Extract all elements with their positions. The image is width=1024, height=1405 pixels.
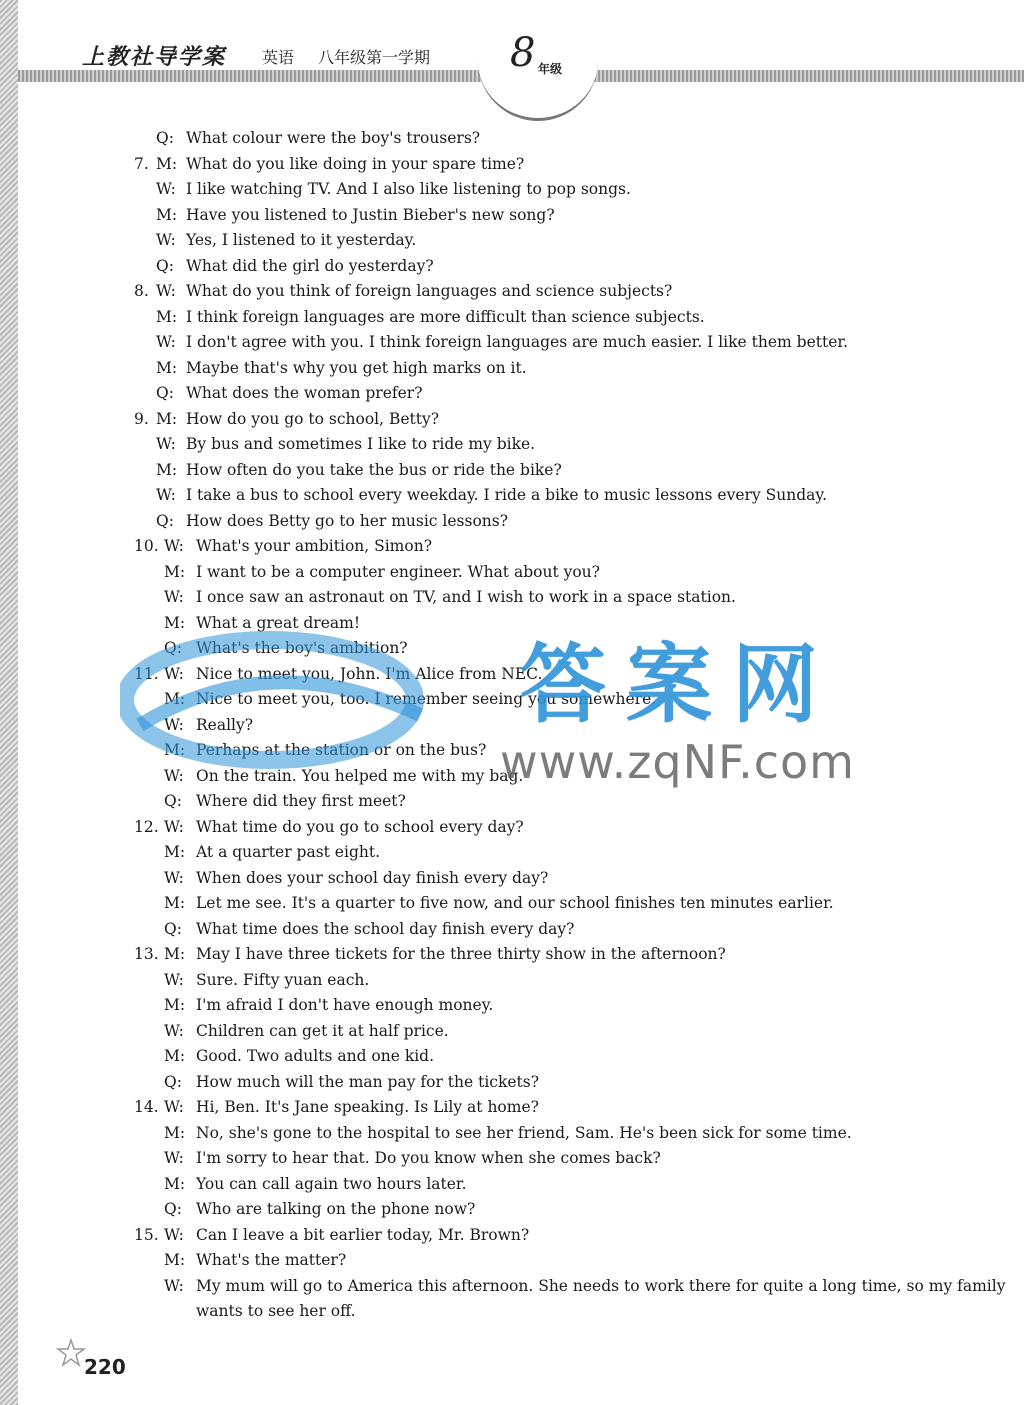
speaker-label: W: [164,817,184,836]
dialogue-text: Where did they first meet? [196,792,406,810]
dialogue-text: How does Betty go to her music lessons? [186,511,509,530]
item-number: 14. [134,1098,159,1116]
dialogue-text: Nice to meet you, too. I remember seeing you somewhere. [196,690,657,708]
dialogue-text: Can I leave a bit earlier today, Mr. Brown? [196,1225,530,1244]
speaker-label: M: [156,358,178,377]
dialogue-text: I'm sorry to hear that. Do you know when she comes back? [196,1149,661,1167]
speaker-label: W: [156,486,176,504]
dialogue-text: What do you think of foreign languages and science subjects? [186,282,673,300]
speaker-label: M: [164,562,186,581]
item-number: 13. [134,945,159,963]
dialogue-text: I don't agree with you. I think foreign languages are much easier. I like them better. [186,333,849,351]
speaker-label: M: [164,843,186,861]
dialogue-text: How much will the man pay for the tickets? [196,1072,540,1091]
speaker-label: M: [164,1123,186,1142]
dialogue-text: What does the woman prefer? [186,384,423,402]
dialogue-text: You can call again two hours later. [196,1174,467,1193]
grade-label: 年级 [538,62,563,76]
dialogue-text: I want to be a computer engineer. What about you? [196,562,600,581]
speaker-label: W: [164,664,184,683]
speaker-label: M: [164,1251,186,1269]
speaker-label: W: [164,537,184,555]
speaker-label: W: [164,970,184,989]
star-icon [56,1338,86,1368]
dialogue-text: Hi, Ben. It's Jane speaking. Is Lily at home? [196,1098,539,1116]
dialogue-text: How do you go to school, Betty? [186,409,440,428]
item-number: 11. [134,664,159,683]
speaker-label: W: [164,1149,184,1167]
speaker-label: W: [164,1098,184,1116]
speaker-label: W: [156,333,176,351]
dialogue-text: What's the matter? [196,1251,347,1269]
page-number: 220 [84,1355,126,1379]
dialogue-text: What time do you go to school every day? [196,817,524,836]
dialogue-text: I take a bus to school every weekday. I ride a bike to music lessons every Sunday. [186,486,828,504]
speaker-label: W: [156,282,176,300]
item-number: 9. [134,409,149,428]
speaker-label: M: [156,307,178,326]
dialogue-text: Good. Two adults and one kid. [196,1047,435,1065]
speaker-label: Q: [156,129,174,147]
speaker-label: M: [164,1174,186,1193]
speaker-label: Q: [164,1072,182,1091]
dialogue-text: When does your school day finish every day? [196,868,549,887]
watermark-chinese: 答案网 [520,635,838,735]
speaker-label: M: [164,690,186,708]
dialogue-text: Sure. Fifty yuan each. [196,970,370,989]
speaker-label: M: [156,154,178,173]
dialogue-text: wants to see her off. [196,1302,356,1320]
speaker-label: Q: [164,639,182,657]
speaker-label: Q: [156,511,174,530]
item-number: 10. [134,537,159,555]
page-header [0,0,1024,120]
speaker-label: M: [164,1047,186,1065]
item-number: 8. [134,282,149,300]
dialogue-text: What a great dream! [196,613,361,632]
dialogue-text: My mum will go to America this afternoon. She needs to work there for quite a long time, so my family [196,1276,1006,1295]
dialogue-text: What do you like doing in your spare time? [186,154,525,173]
dialogue-text: On the train. You helped me with my bag. [196,766,524,785]
dialogue-text: I think foreign languages are more difficult than science subjects. [186,307,705,326]
dialogue-text: Who are talking on the phone now? [196,1200,476,1218]
speaker-label: W: [156,435,176,453]
speaker-label: W: [164,766,184,785]
dialogue-text: Perhaps at the station or on the bus? [196,741,487,759]
speaker-label: M: [164,894,186,912]
item-number: 7. [134,154,149,173]
speaker-label: M: [156,205,178,224]
dialogue-text: By bus and sometimes I like to ride my bike. [186,435,536,453]
dialogue-text: Maybe that's why you get high marks on it. [186,358,527,377]
dialogue-text: What colour were the boy's trousers? [186,129,481,147]
speaker-label: W: [164,1276,184,1295]
dialogue-text: At a quarter past eight. [196,843,381,861]
speaker-label: W: [156,180,176,198]
dialogue-text: I once saw an astronaut on TV, and I wish to work in a space station. [196,588,736,606]
speaker-label: M: [156,460,178,479]
dialogue-text: May I have three tickets for the three thirty show in the afternoon? [196,945,726,963]
speaker-label: Q: [164,919,182,938]
speaker-label: W: [164,715,184,734]
dialogue-text: What did the girl do yesterday? [186,256,434,275]
dialogue-text: What time does the school day finish every day? [196,919,575,938]
dialogue-text: How often do you take the bus or ride the bike? [186,460,562,479]
speaker-label: M: [164,613,186,632]
item-number: 12. [134,817,159,836]
dialogue-text: Let me see. It's a quarter to five now, and our school finishes ten minutes earlier. [196,894,834,912]
dialogue-text: Nice to meet you, John. I'm Alice from NEC. [196,664,543,683]
speaker-label: W: [164,1021,184,1040]
dialogue-text: No, she's gone to the hospital to see her friend, Sam. He's been sick for some time. [196,1123,852,1142]
dialogue-text: Yes, I listened to it yesterday. [186,231,417,249]
speaker-label: M: [164,741,186,759]
grade-number: 8 [510,30,536,76]
subject-label: 英语 [262,48,295,67]
speaker-label: Q: [156,256,174,275]
dialogue-text: I'm afraid I don't have enough money. [196,996,494,1014]
speaker-label: Q: [156,384,174,402]
speaker-label: M: [164,996,186,1014]
dialogue-text: I like watching TV. And I also like listening to pop songs. [186,180,631,198]
term-label: 八年级第一学期 [318,48,431,67]
item-number: 15. [134,1225,159,1244]
dialogue-text: Really? [196,715,254,734]
dialogue-text: What's your ambition, Simon? [196,537,433,555]
speaker-label: M: [156,409,178,428]
speaker-label: W: [164,868,184,887]
speaker-label: W: [156,231,176,249]
speaker-label: Q: [164,1200,182,1218]
speaker-label: Q: [164,792,182,810]
dialogue-text: Have you listened to Justin Bieber's new song? [186,205,555,224]
dialogue-text: What's the boy's ambition? [196,639,408,657]
speaker-label: W: [164,588,184,606]
book-title: 上教社导学案 [82,44,227,70]
watermark-url: www.zqNF.com [500,735,855,789]
dialogue-text: Children can get it at half price. [196,1021,449,1040]
page-edge-texture [0,0,18,1405]
speaker-label: M: [164,945,186,963]
speaker-label: W: [164,1225,184,1244]
